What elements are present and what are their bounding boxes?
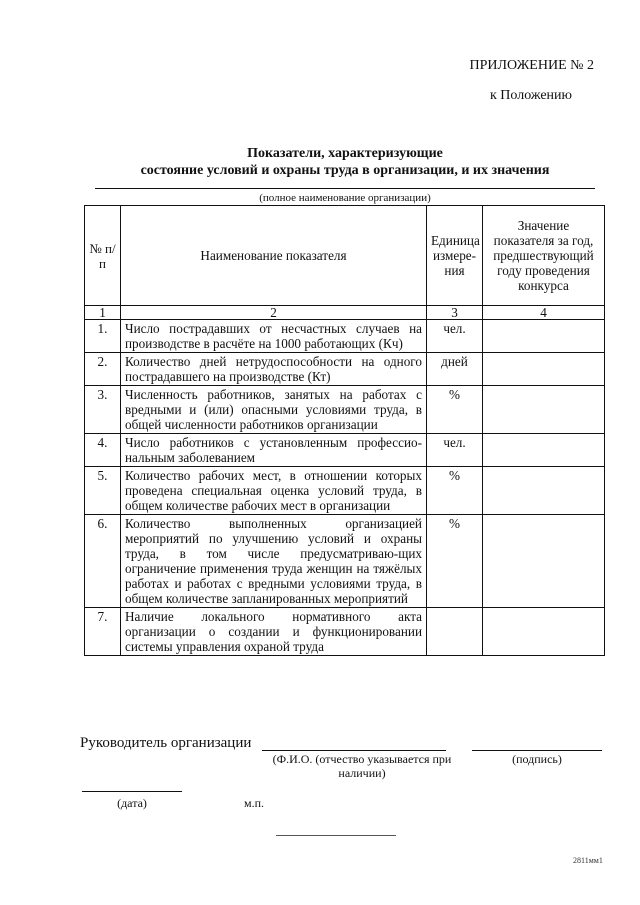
stamp-place-label: м.п. — [244, 796, 265, 810]
indicator-unit: % — [427, 386, 483, 434]
column-index-row — [85, 306, 605, 320]
indicator-value[interactable] — [483, 320, 605, 353]
document-title — [80, 145, 610, 179]
row-number: 2. — [85, 353, 121, 386]
header-unit: Единица измере-ния — [427, 206, 483, 306]
column-index: 4 — [483, 306, 605, 320]
signature-caption: (подпись) — [512, 752, 562, 766]
indicator-unit: % — [427, 467, 483, 515]
indicator-unit: дней — [427, 353, 483, 386]
appendix-number: ПРИЛОЖЕНИЕ № 2 — [469, 58, 594, 73]
indicator-unit: чел. — [427, 320, 483, 353]
fio-signature-line — [262, 750, 446, 751]
column-index: 3 — [427, 306, 483, 320]
header-name: Наименование показателя — [121, 206, 427, 306]
row-number: 7. — [85, 608, 121, 656]
indicator-name: Наличие локального нормативного акта организации о создании и функционировании системы управления охраной труда — [121, 608, 427, 656]
header-value: Значение показателя за год, предшествующий году проведения конкурса — [483, 206, 605, 306]
indicator-value[interactable] — [483, 467, 605, 515]
table-row — [85, 515, 605, 608]
indicator-value[interactable] — [483, 353, 605, 386]
table-row — [85, 386, 605, 434]
table-row — [85, 467, 605, 515]
indicator-unit: чел. — [427, 434, 483, 467]
indicator-name: Число пострадавших от несчастных случаев на производстве в расчёте на 1000 работающих (Кч) — [121, 320, 427, 353]
indicator-unit — [427, 608, 483, 656]
row-number: 6. — [85, 515, 121, 608]
table-row — [85, 320, 605, 353]
table-header-row — [85, 206, 605, 306]
indicator-name: Количество выполненных организацией мероприятий по улучшению условий и охраны труда, в том числе предусматриваю-щих ограничение применения труда женщин на тяжёлых работах и работах с вредными условиями труда, в общем количестве запланированных мероприятий — [121, 515, 427, 608]
indicators-table — [84, 205, 605, 656]
row-number: 4. — [85, 434, 121, 467]
indicator-value[interactable] — [483, 386, 605, 434]
title-line-1: Показатели, характеризующие — [247, 146, 443, 161]
document-code: 2811мм1 — [573, 856, 603, 865]
indicator-unit: % — [427, 515, 483, 608]
column-index: 2 — [121, 306, 427, 320]
indicator-name: Число работников с установленным профессио-нальным заболеванием — [121, 434, 427, 467]
indicator-value[interactable] — [483, 608, 605, 656]
signature-line — [472, 750, 602, 751]
head-of-organization-label: Руководитель организации — [80, 735, 252, 751]
row-number: 3. — [85, 386, 121, 434]
table-row — [85, 434, 605, 467]
indicator-name: Количество дней нетрудоспособности на одного пострадавшего на производстве (Кт) — [121, 353, 427, 386]
date-caption: (дата) — [117, 796, 147, 810]
indicator-name: Численность работников, занятых на работах с вредными и (или) опасными условиями труда, в общей численности работников организации — [121, 386, 427, 434]
bottom-divider — [276, 835, 396, 836]
organization-name-caption: (полное наименование организации) — [259, 192, 431, 204]
column-index: 1 — [85, 306, 121, 320]
header-num: № п/п — [85, 206, 121, 306]
table-row — [85, 608, 605, 656]
row-number: 1. — [85, 320, 121, 353]
organization-name-line — [95, 188, 595, 189]
row-number: 5. — [85, 467, 121, 515]
indicator-value[interactable] — [483, 515, 605, 608]
indicator-value[interactable] — [483, 434, 605, 467]
fio-caption: (Ф.И.О. (отчество указывается при наличии) — [272, 752, 452, 780]
table-row — [85, 353, 605, 386]
title-line-2: состояние условий и охраны труда в организации, и их значения — [140, 163, 550, 178]
date-line — [82, 791, 182, 792]
indicator-name: Количество рабочих мест, в отношении которых проведена специальная оценка условий труда, в общем количестве рабочих мест в организации — [121, 467, 427, 515]
to-regulation-label: к Положению — [489, 88, 572, 103]
